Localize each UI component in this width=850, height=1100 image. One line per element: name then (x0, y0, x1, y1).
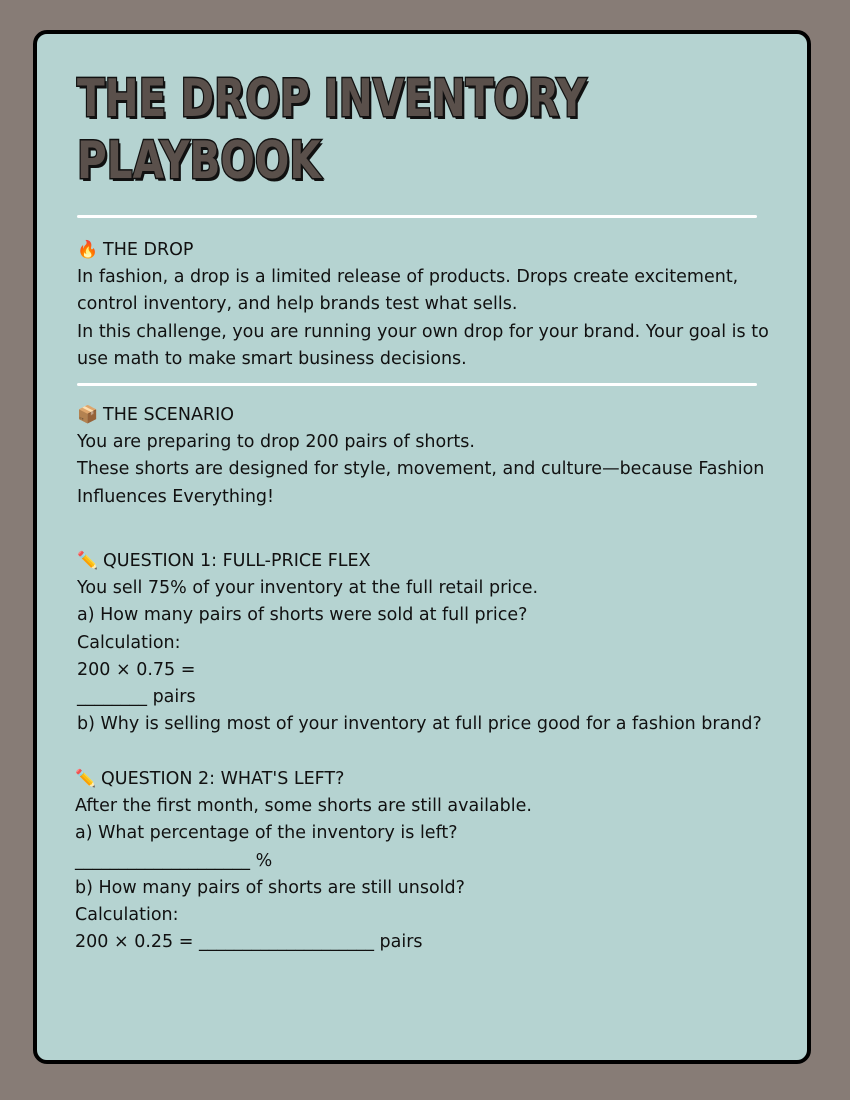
question-line: After the first month, some shorts are still available. (75, 796, 532, 817)
package-icon: 📦 (77, 405, 99, 425)
answer-blank: ________ pairs (77, 687, 196, 708)
answer-blank: 200 × 0.25 = ____________________ pairs (75, 932, 423, 953)
paragraph: In this challenge, you are running your own drop for your brand. Your goal is to use math to make smart business decisions. (77, 321, 769, 369)
question-line: Calculation: (75, 905, 179, 926)
paragraph: These shorts are designed for style, movement, and culture—because Fashion Influences Everything! (77, 459, 765, 507)
section-question-2 (75, 766, 775, 956)
paragraph: In fashion, a drop is a limited release of products. Drops create excitement, control inventory, and help brands test what sells. (77, 267, 739, 315)
question-line: 200 × 0.75 = (77, 659, 196, 680)
heading-text: QUESTION 1: FULL-PRICE FLEX (103, 551, 371, 571)
question-line: Calculation: (77, 632, 181, 653)
heading-text: THE SCENARIO (103, 405, 235, 425)
question-line: b) Why is selling most of your inventory at full price good for a fashion brand? (77, 714, 762, 735)
playbook-card (33, 30, 811, 1064)
heading-text: QUESTION 2: WHAT'S LEFT? (101, 769, 345, 789)
pencil-icon: ✏️ (77, 551, 99, 571)
section-question-1 (77, 548, 777, 738)
question-line: a) How many pairs of shorts were sold at full price? (77, 605, 528, 626)
heading-text: THE DROP (103, 240, 194, 260)
divider-top (77, 215, 757, 218)
section-heading-question-1 (77, 548, 777, 575)
section-the-drop (77, 237, 777, 373)
section-heading-question-2 (75, 766, 775, 793)
fire-icon: 🔥 (77, 240, 99, 260)
pencil-icon: ✏️ (75, 769, 97, 789)
question-line: b) How many pairs of shorts are still unsold? (75, 877, 465, 898)
section-the-scenario (77, 402, 777, 511)
question-line: You sell 75% of your inventory at the full retail price. (77, 578, 539, 599)
question-line: a) What percentage of the inventory is left? (75, 823, 458, 844)
divider-middle (77, 383, 757, 386)
page-title: THE DROP INVENTORY PLAYBOOK (77, 69, 587, 191)
section-heading-the-drop (77, 237, 777, 264)
answer-blank: ____________________ % (75, 850, 273, 871)
section-heading-the-scenario (77, 402, 777, 429)
paragraph: You are preparing to drop 200 pairs of shorts. (77, 432, 475, 453)
